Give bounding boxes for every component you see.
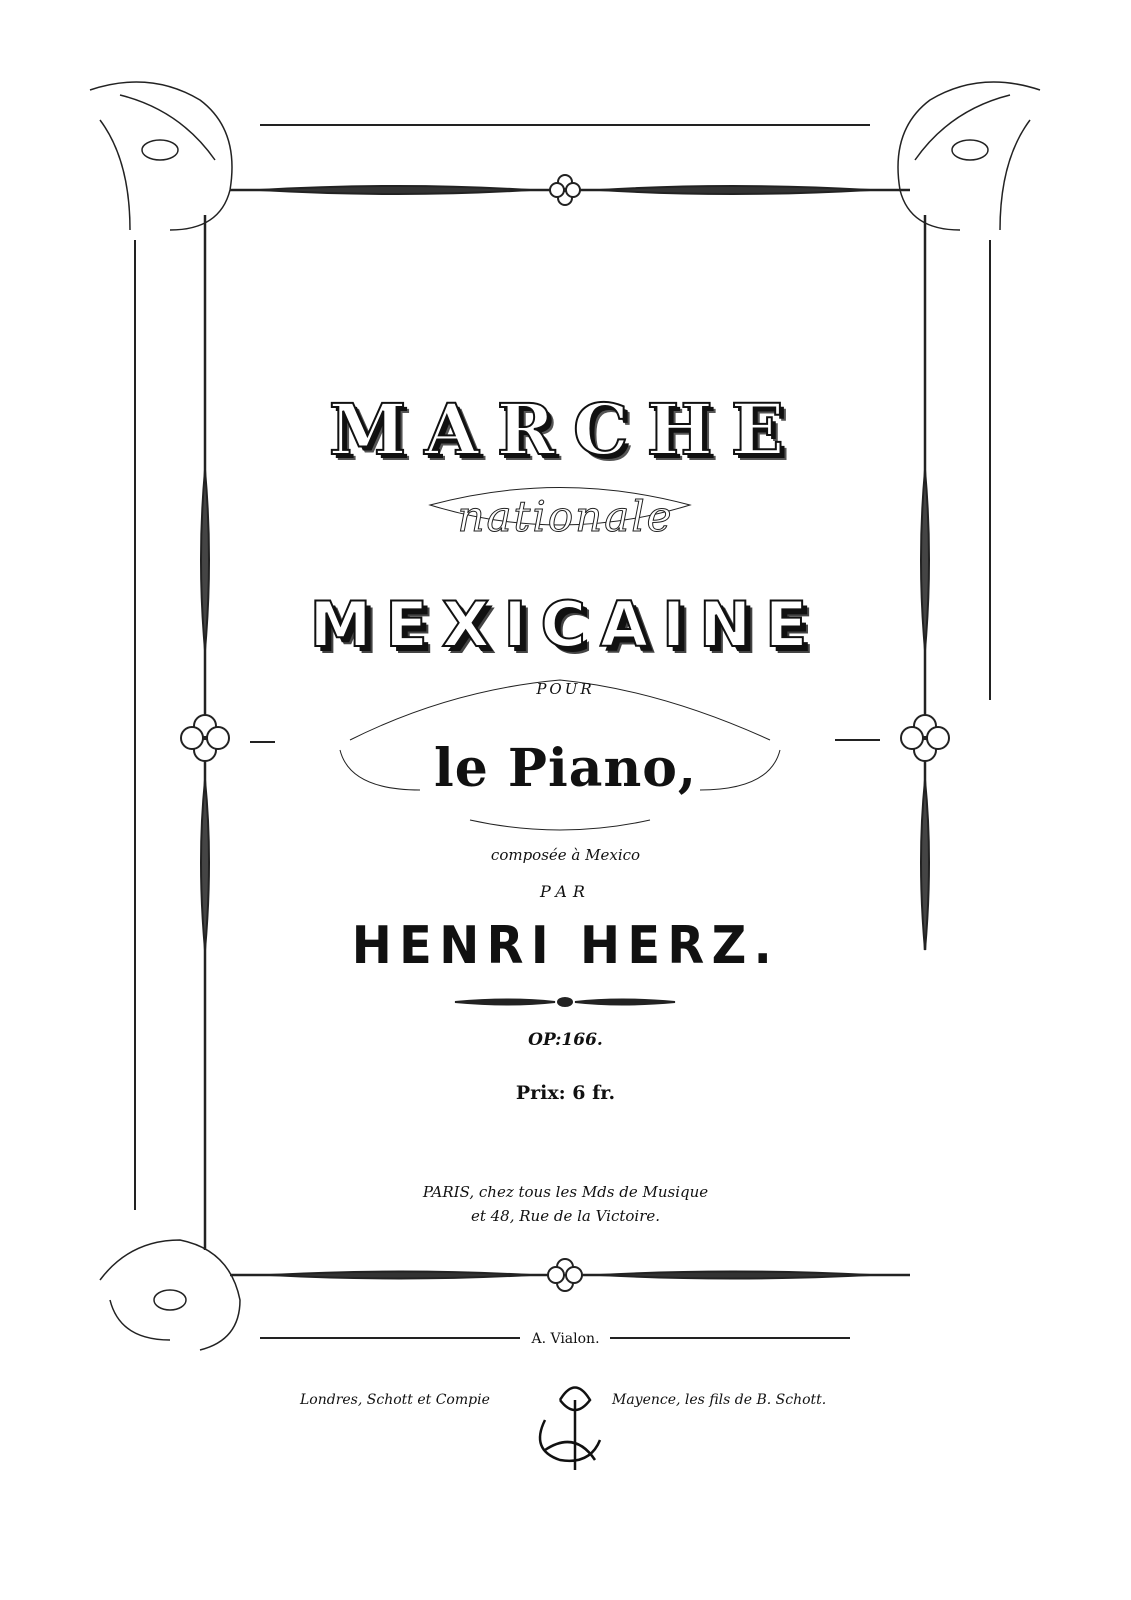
price-label: Prix: 6 fr.	[515, 1082, 616, 1104]
publisher-line-1: PARIS, chez tous les Mds de Musique	[422, 1183, 709, 1201]
composition-note: composée à Mexico	[490, 846, 641, 864]
engraver-credit: A. Vialon.	[531, 1331, 600, 1347]
by-label: PAR	[540, 882, 591, 901]
publisher-london: Londres, Schott et Compie	[300, 1392, 490, 1408]
publisher-monogram-icon	[540, 1388, 600, 1471]
publisher-paris	[0, 1180, 1131, 1228]
pour-label: POUR	[536, 680, 595, 698]
instrument-name: le Piano,	[433, 738, 698, 799]
publisher-line-2: et 48, Rue de la Victoire.	[470, 1207, 661, 1225]
title-marche: MARCHE	[328, 388, 803, 471]
title-nationale: nationale	[457, 492, 674, 541]
publisher-mainz: Mayence, les fils de B. Schott.	[612, 1392, 827, 1408]
opus-number: OP:166.	[528, 1030, 603, 1050]
composer-name: HENRI HERZ.	[351, 916, 780, 976]
title-mexicaine: MEXICAINE	[309, 588, 822, 661]
